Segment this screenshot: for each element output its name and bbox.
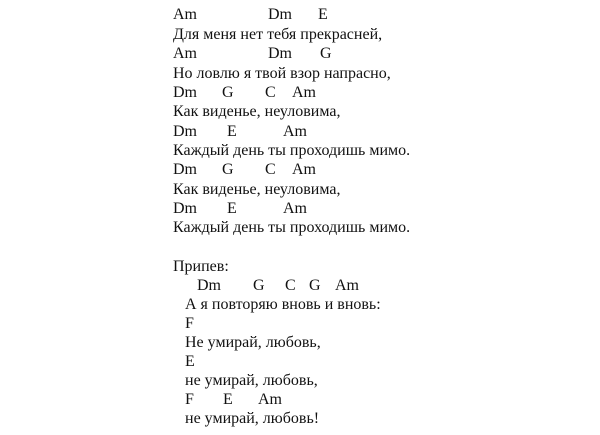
chord: Am [283, 200, 307, 217]
chorus-lyric-line [0, 296, 600, 316]
chorus-chord-line [0, 315, 600, 335]
chorus-lyric-line [0, 372, 600, 392]
chord: Am [173, 6, 197, 23]
chord: C [265, 161, 276, 178]
chorus-label: Припев: [173, 258, 229, 275]
chord: F [185, 391, 194, 408]
lyric-text: Каждый день ты проходишь мимо. [173, 219, 411, 236]
chord: Am [258, 391, 282, 408]
verse-chord-line [0, 161, 600, 181]
chord: C [265, 84, 276, 101]
lyric-text: Каждый день ты проходишь мимо. [173, 142, 411, 159]
chord: F [185, 315, 194, 332]
chord: Dm [173, 123, 197, 140]
verse-lyric-line [0, 181, 600, 201]
lyric-text: Но ловлю я твой взор напрасно, [173, 65, 391, 82]
verse-chord-line [0, 200, 600, 220]
lyric-text: Как виденье, неуловима, [173, 103, 341, 120]
lyric-text: Для меня нет тебя прекрасней, [173, 26, 383, 43]
chord: Am [292, 161, 316, 178]
chorus-chord-line [0, 391, 600, 411]
chord: E [227, 200, 237, 217]
chorus-chord-line [0, 277, 600, 297]
chord: Am [283, 123, 307, 140]
chord: E [185, 353, 195, 370]
chord: Am [335, 277, 359, 294]
verse-chord-line [0, 123, 600, 143]
chord: C [285, 277, 296, 294]
chord: G [253, 277, 265, 294]
verse-chord-line [0, 45, 600, 65]
chord: Dm [173, 200, 197, 217]
chord: E [318, 6, 328, 23]
lyric-text: Не умирай, любовь, [185, 334, 321, 351]
lyric-text: не умирай, любовь! [185, 410, 320, 427]
chord: E [227, 123, 237, 140]
verse-chord-line [0, 84, 600, 104]
verse-lyric-line [0, 142, 600, 162]
lyric-text: не умирай, любовь, [185, 372, 318, 389]
chord: Dm [173, 84, 197, 101]
chord: E [223, 391, 233, 408]
verse-lyric-line [0, 103, 600, 123]
chord: Am [292, 84, 316, 101]
lyric-text: Как виденье, неуловима, [173, 181, 341, 198]
chord: Am [173, 45, 197, 62]
chord: G [222, 161, 234, 178]
verse-chord-line [0, 6, 600, 26]
verse-lyric-line [0, 219, 600, 239]
chorus-lyric-line [0, 410, 600, 430]
lyric-text: А я повторяю вновь и вновь: [185, 296, 381, 313]
verse-lyric-line [0, 26, 600, 46]
chord: G [222, 84, 234, 101]
chord: Dm [197, 277, 221, 294]
chord: G [309, 277, 321, 294]
chorus-chord-line [0, 353, 600, 373]
chord: Dm [173, 161, 197, 178]
verse-lyric-line [0, 65, 600, 85]
chord: Dm [268, 6, 292, 23]
chord: Dm [268, 45, 292, 62]
chorus-heading-line [0, 258, 600, 278]
chorus-lyric-line [0, 334, 600, 354]
chord: G [320, 45, 332, 62]
